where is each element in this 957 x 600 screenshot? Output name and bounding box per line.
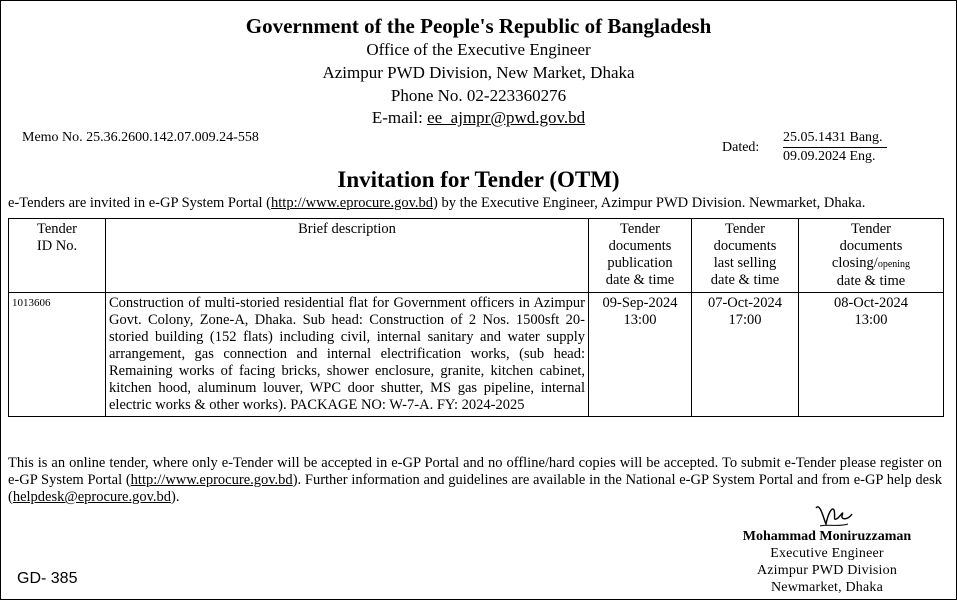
gd-number: GD- 385 bbox=[17, 570, 78, 587]
table-header-row bbox=[9, 219, 944, 293]
signature-block bbox=[727, 528, 927, 596]
dated-label: Dated: bbox=[722, 140, 760, 155]
header-id-line2: ID No. bbox=[36, 238, 78, 254]
closing-time: 13:00 bbox=[854, 312, 888, 328]
footer-part2: ). Further information and guidelines are available in the National e-GP System Portal and from e-GP help desk ( bbox=[8, 472, 942, 505]
closing-cell bbox=[799, 293, 944, 417]
footer-part1: This is an online tender, where only e-Tender will be accepted in e-GP Portal and no offline/hard copies will be accepted. To submit e-Tender please register on e-GP System Portal ( bbox=[8, 455, 942, 488]
closing-date: 08-Oct-2024 bbox=[833, 295, 909, 311]
header-close-closing: closing/ bbox=[831, 255, 878, 271]
page-title: Invitation for Tender (OTM) bbox=[337, 167, 620, 192]
header-publication bbox=[589, 219, 692, 293]
intro-after: ) by the Executive Engineer, Azimpur PWD Division. Newmarket, Dhaka. bbox=[433, 195, 866, 211]
signatory-designation: Executive Engineer bbox=[770, 546, 884, 561]
phone-line: Phone No. 02-223360276 bbox=[390, 86, 567, 105]
header-sell-line2: documents bbox=[713, 238, 777, 254]
header-description: Brief description bbox=[106, 219, 589, 293]
header-sell-line1: Tender bbox=[724, 221, 766, 237]
header-sell-line4: date & time bbox=[710, 272, 780, 288]
header-close-line4: date & time bbox=[836, 273, 906, 289]
footer-part3: ). bbox=[171, 489, 180, 505]
header-close-opening: opening bbox=[877, 259, 911, 270]
table-row bbox=[9, 293, 944, 417]
publication-cell bbox=[589, 293, 692, 417]
header-sell-line3: last selling bbox=[713, 255, 777, 271]
dated-english: 09.09.2024 Eng. bbox=[783, 149, 876, 164]
intro-text bbox=[8, 195, 865, 212]
description-cell: Construction of multi-storied residential flat for Government officers in Azimpur Govt. Colony, Zone-A, Dhaka. Sub head: Construction of 2 Nos. 1500sft 20-storied building (152 flats) including civil, internal sanitary and water supply arrangement, gas connection and internal electrification works, (sub head: Remaining works of facing bricks, shower enclosure, granite, kitchen cabinet, kitchen hood, aluminum louver, WPC door shutter, MS gas pipeline, internal electric works & other works). PACKAGE NO: W-7-A. FY: 2024-2025 bbox=[106, 293, 589, 417]
header-pub-line2: documents bbox=[608, 238, 672, 254]
memo-number: Memo No. 25.36.2600.142.07.009.24-558 bbox=[22, 130, 259, 145]
dated-bangla: 25.05.1431 Bang. bbox=[783, 129, 887, 148]
publication-date: 09-Sep-2024 bbox=[602, 295, 678, 311]
email-line bbox=[0, 108, 957, 128]
email-link[interactable]: ee_ajmpr@pwd.gov.bd bbox=[427, 108, 586, 127]
footer-text bbox=[8, 455, 942, 506]
eprocure-link[interactable]: http://www.eprocure.gov.bd bbox=[271, 195, 434, 211]
tender-id-cell: 1013606 bbox=[9, 293, 106, 417]
office-line: Office of the Executive Engineer bbox=[366, 40, 591, 59]
tender-table bbox=[8, 218, 944, 417]
selling-cell bbox=[692, 293, 799, 417]
header-pub-line3: publication bbox=[607, 255, 673, 271]
signature-mark bbox=[812, 500, 858, 530]
signatory-name: Mohammad Moniruzzaman bbox=[742, 529, 912, 544]
header-close-line3 bbox=[802, 255, 940, 273]
header-id-line1: Tender bbox=[36, 221, 78, 237]
header-tender-id bbox=[9, 219, 106, 293]
division-line: Azimpur PWD Division, New Market, Dhaka bbox=[322, 63, 635, 82]
header-close-line2: documents bbox=[839, 238, 903, 254]
header-last-selling bbox=[692, 219, 799, 293]
helpdesk-email-link[interactable]: helpdesk@eprocure.gov.bd bbox=[12, 489, 172, 505]
signatory-division: Azimpur PWD Division bbox=[756, 563, 898, 578]
intro-before: e-Tenders are invited in e-GP System Portal ( bbox=[8, 195, 272, 211]
dated-values bbox=[783, 129, 887, 166]
signatory-location: Newmarket, Dhaka bbox=[770, 580, 884, 595]
header-close-line1: Tender bbox=[850, 221, 892, 237]
header-pub-line1: Tender bbox=[619, 221, 661, 237]
government-heading: Government of the People's Republic of Bangladesh bbox=[245, 14, 712, 38]
publication-time: 13:00 bbox=[623, 312, 657, 328]
selling-time: 17:00 bbox=[728, 312, 762, 328]
footer-eprocure-link[interactable]: http://www.eprocure.gov.bd bbox=[130, 472, 293, 488]
selling-date: 07-Oct-2024 bbox=[707, 295, 783, 311]
email-label: E-mail: bbox=[371, 108, 428, 127]
header-pub-line4: date & time bbox=[605, 272, 675, 288]
header-closing bbox=[799, 219, 944, 293]
